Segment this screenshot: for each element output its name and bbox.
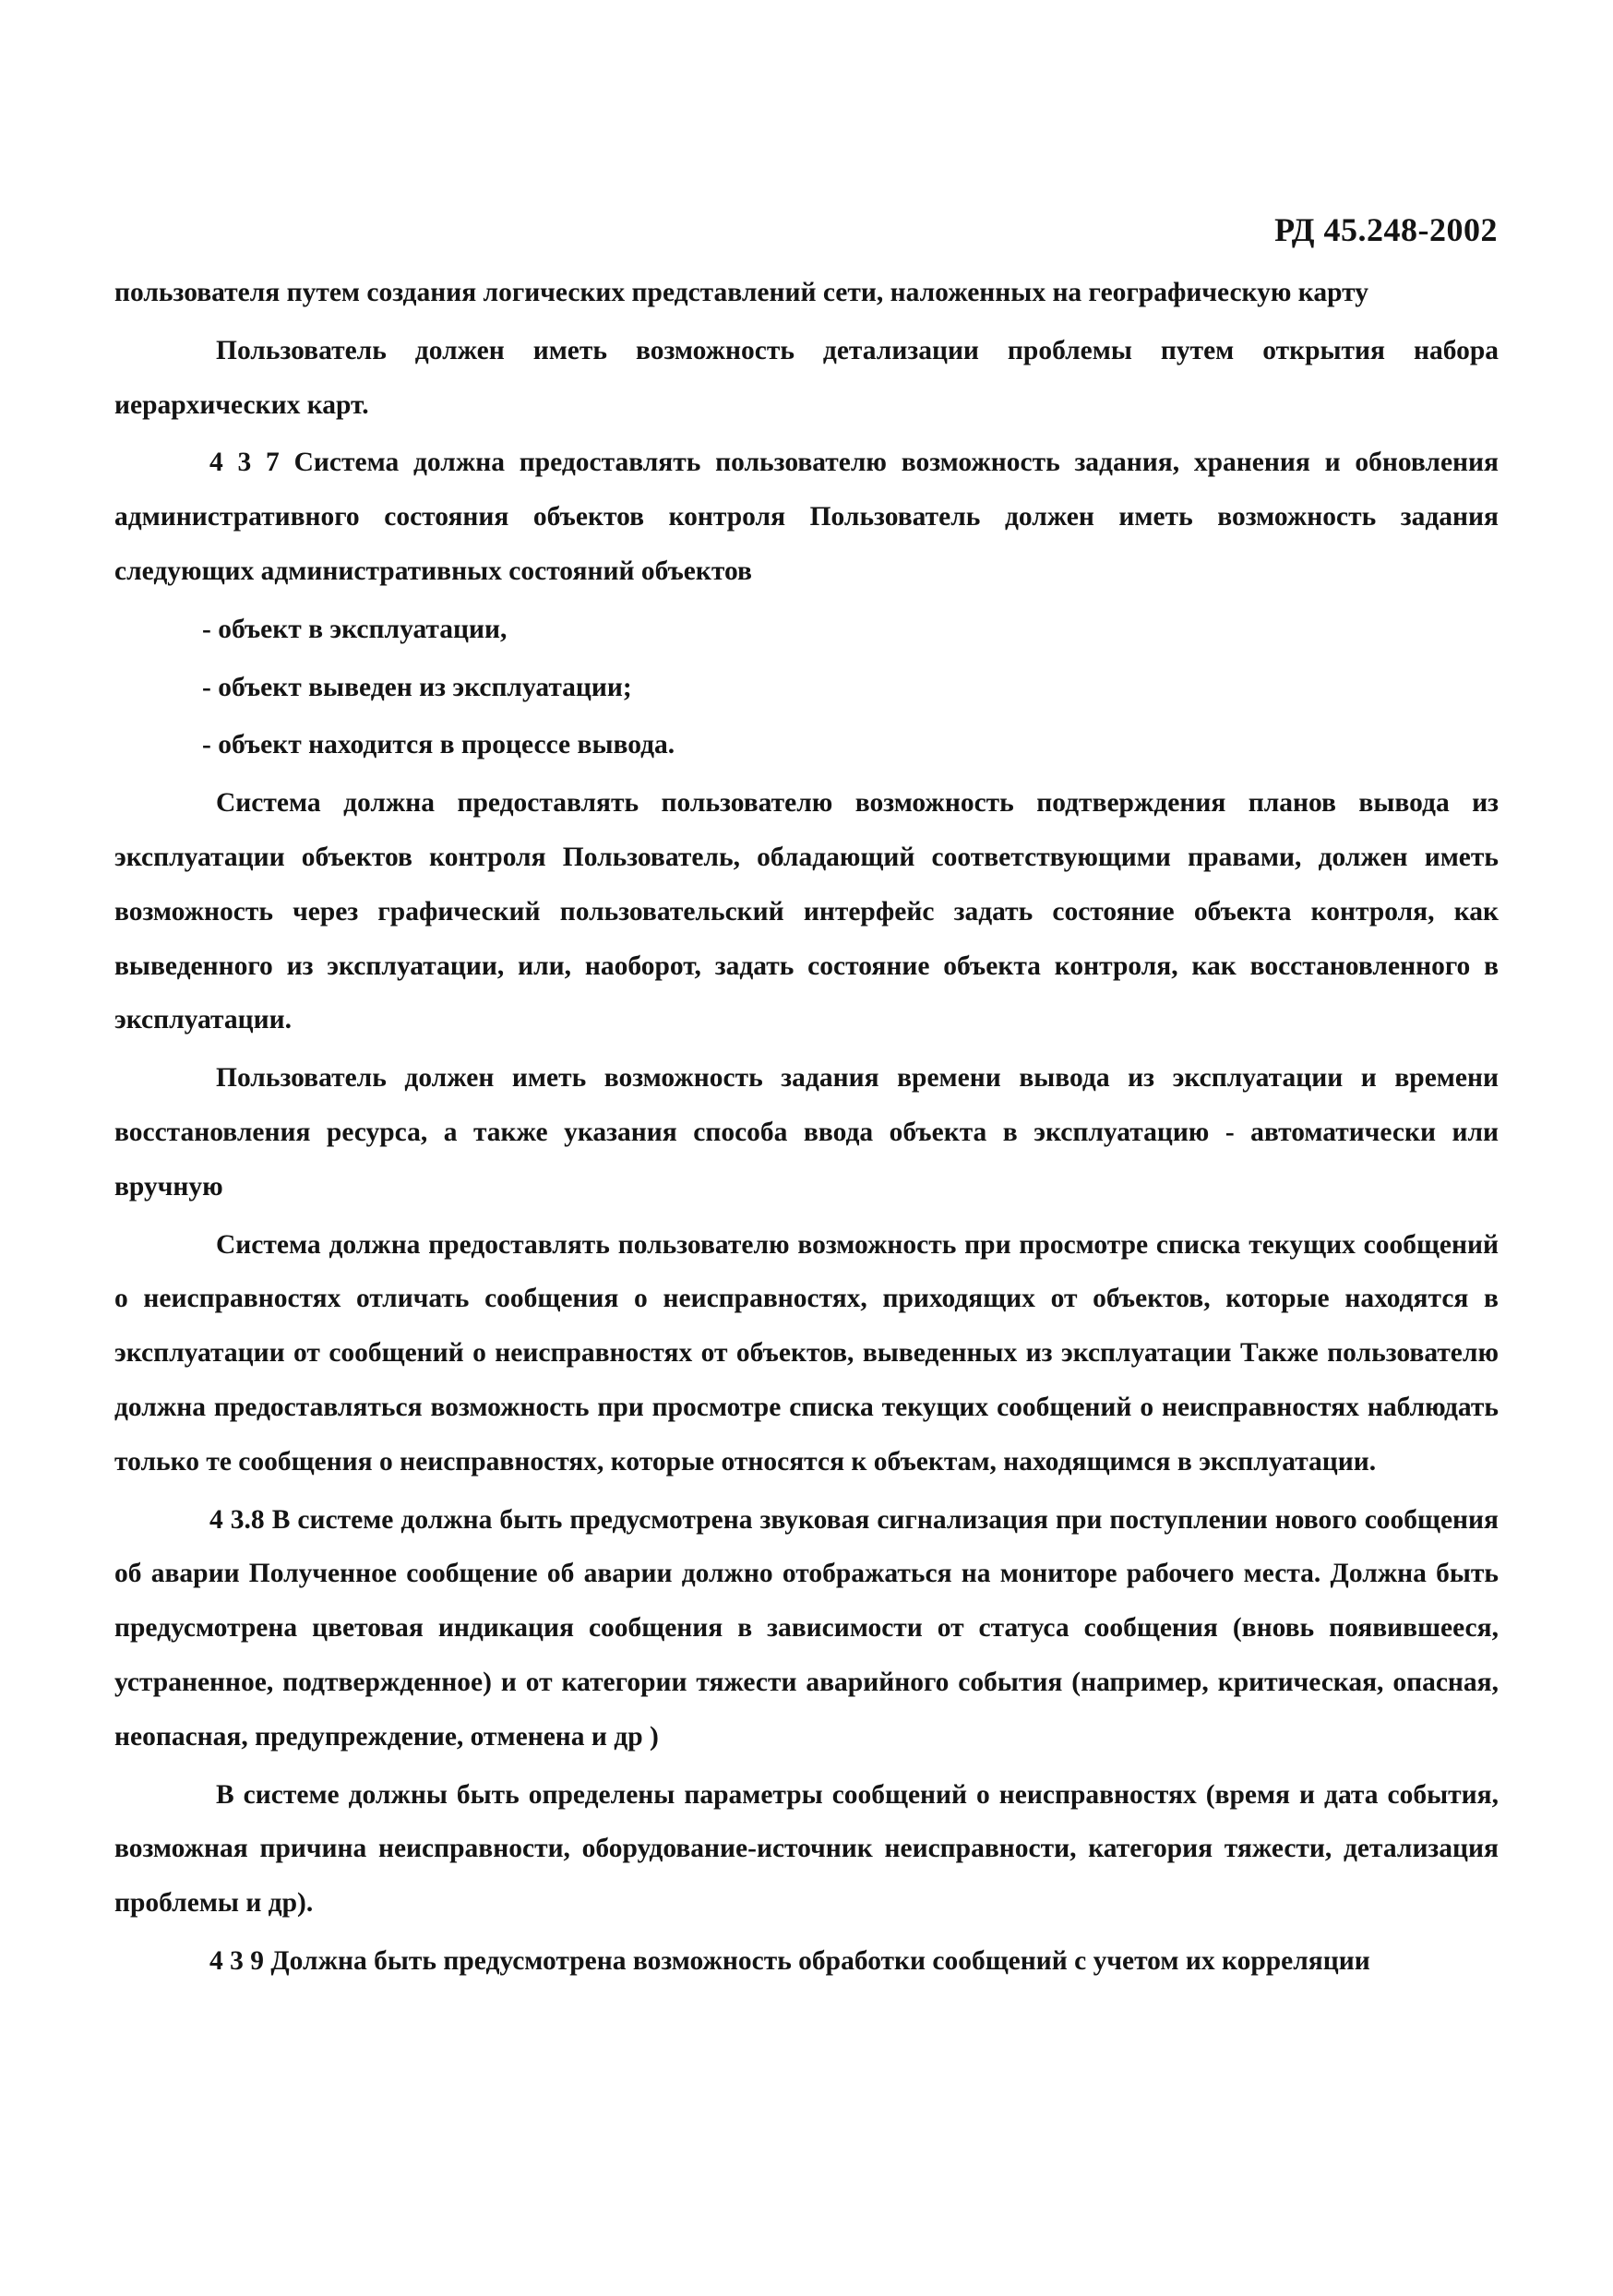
document-body — [114, 266, 1499, 1992]
document-code: РД 45.248-2002 — [1274, 211, 1498, 248]
paragraph-confirmation: Система должна предоставлять пользователю возможность подтверждения планов вывода из эксплуатации объектов контроля Пользователь, обладающий соответствующими правами, должен иметь возможность через графический пользовательский интерфейс задать состояние объекта контроля, как выведенного из эксплуатации, или, наоборот, задать состояние объекта контроля, как восстановленного в эксплуатации. — [114, 788, 1499, 1035]
clause-number: 4 3.8 — [209, 1504, 265, 1535]
paragraph-time: Пользователь должен иметь возможность задания времени вывода из эксплуатации и времени восстановления ресурса, а также указания способа ввода объекта в эксплуатацию - автоматически или вручную — [114, 1063, 1499, 1202]
list-item: - объект выведен из эксплуатации; — [202, 672, 632, 702]
paragraph-parameters: В системе должны быть определены параметры сообщений о неисправностях (время и дата события, возможная причина неисправности, оборудование-источник неисправности, категория тяжести, детализация проблемы и др). — [114, 1779, 1499, 1919]
clause-text: В системе должна быть предусмотрена звуковая сигнализация при поступлении нового сообщения об аварии Полученное сообщение об аварии должно отображаться на мониторе рабочего места. Должна быть предусмотрена цветовая индикация сообщения в зависимости от статуса сообщения (вновь появившееся, устраненное, подтвержденное) и от категории тяжести аварийного события (например, критическая, опасная, неопасная, предупреждение, отменена и др ) — [114, 1504, 1499, 1752]
paragraph-message-list: Система должна предоставлять пользователю возможность при просмотре списка текущих сообщений о неисправностях отличать сообщения о неисправностях, приходящих от объектов, которые находятся в эксплуатации от сообщений о неисправностях от объектов, выведенных из эксплуатации Также пользователю должна предоставляться возможность при просмотре списка текущих сообщений о неисправностях наблюдать только те сообщения о неисправностях, которые относятся к объектам, находящимся в эксплуатации. — [114, 1229, 1499, 1477]
list-item: - объект в эксплуатации, — [202, 614, 508, 644]
clause-number: 4 3 9 — [209, 1945, 264, 1976]
paragraph-4-3-8 — [114, 1493, 1499, 1764]
clause-text: Должна быть предусмотрена возможность обработки сообщений с учетом их корреляции — [270, 1945, 1370, 1976]
clause-text: Система должна предоставлять пользователю возможность задания, хранения и обновления административного состояния объектов контроля Пользователь должен иметь возможность задания следующих административных состояний объектов — [114, 448, 1499, 586]
paragraph-4-3-7 — [114, 436, 1499, 598]
list-item: - объект находится в процессе вывода. — [202, 730, 675, 760]
paragraph-4-3-9 — [114, 1934, 1499, 1989]
clause-number: 4 3 7 — [209, 448, 280, 478]
paragraph-continuation: пользователя путем создания логических представлений сети, наложенных на географическую карту — [114, 278, 1368, 307]
paragraph-detailing: Пользователь должен иметь возможность детализации проблемы путем открытия набора иерархических карт. — [114, 335, 1499, 420]
